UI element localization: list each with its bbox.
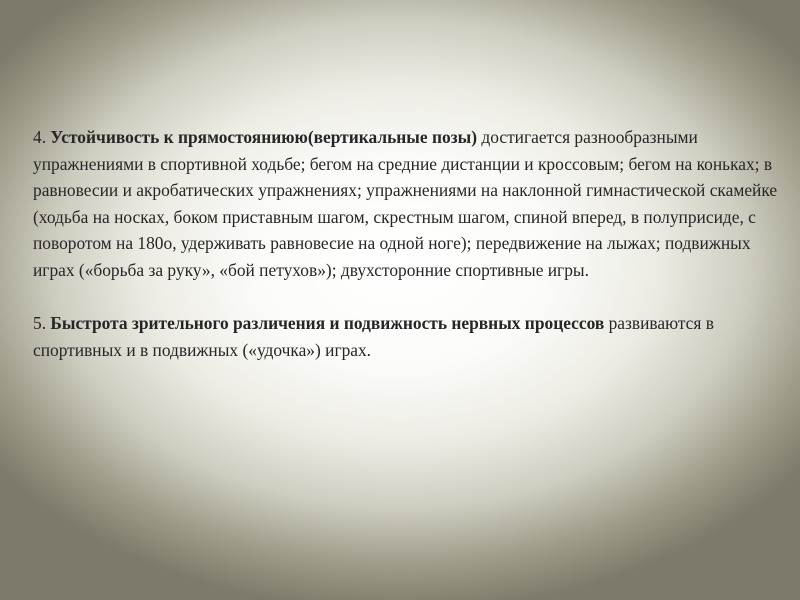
paragraph-item-4 [33, 124, 778, 284]
paragraph-item-5 [33, 310, 778, 363]
paragraph-number: 4. [33, 127, 51, 147]
paragraph-number: 5. [33, 313, 51, 334]
paragraph-text: достигается разнообразными упражнениями в спортивной ходьбе; бегом на средние дистанции и кроссовым; бегом на коньках; в равновесии и акробатических упражнениях; упражнениями на наклонной гимнастической скамейке (ходьба на носках, боком приставным шагом, скрестным шагом, спиной вперед, в полуприсиде, с поворотом на 180о, удерживать равновесие на одной ноге); передвижение на лыжах; подвижных играх («борьба за руку», «бой петухов»); двухсторонние спортивные игры. [33, 127, 778, 280]
paragraph-heading: Устойчивость к прямостояниюю(вертикальные позы) [50, 127, 478, 147]
slide-body [33, 124, 778, 363]
paragraph-text: развиваются в спортивных и в подвижных («удочка») играх. [33, 313, 714, 360]
paragraph-heading: Быстрота зрительного различения и подвижность нервных процессов [50, 313, 605, 334]
